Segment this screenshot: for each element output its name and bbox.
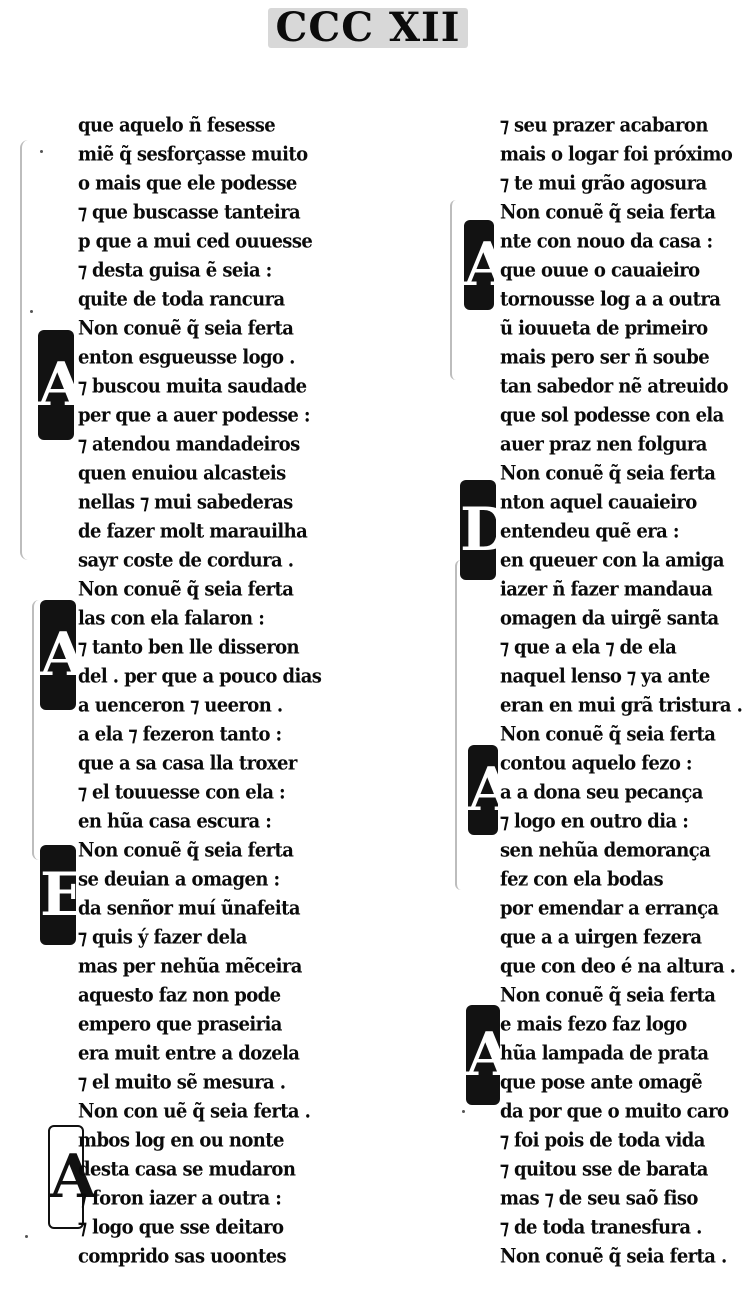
- text-line: aquesto faz non pode: [78, 984, 281, 1007]
- text-line: Non conuẽ q̃ seia ferta: [500, 462, 716, 485]
- text-line: tornousse log a a outra: [500, 288, 721, 311]
- text-line: ⁊ te mui grão agosura: [500, 172, 707, 195]
- margin-flourish: [455, 560, 467, 890]
- text-line: tan sabedor nẽ atreuido: [500, 375, 728, 398]
- text-line: quite de toda rancura: [78, 288, 285, 311]
- text-line: ⁊ atendou mandadeiros: [78, 433, 300, 456]
- decorated-initial: A: [464, 220, 494, 310]
- text-line: ⁊ buscou muita saudade: [78, 375, 307, 398]
- text-line: Non conuẽ q̃ seia ferta: [500, 201, 716, 224]
- text-line: ⁊ el touuesse con ela :: [78, 781, 286, 804]
- text-line: ⁊ que buscasse tanteira: [78, 201, 301, 224]
- text-line: Non conuẽ q̃ seia ferta .: [500, 1245, 727, 1268]
- text-line: mas ⁊ de seu saõ fiso: [500, 1187, 698, 1210]
- decorated-initial: D: [460, 480, 496, 580]
- ink-speck: [40, 150, 43, 153]
- text-line: da por que o muito caro: [500, 1100, 729, 1123]
- text-line: ⁊ que a ela ⁊ de ela: [500, 636, 677, 659]
- decorated-initial: A: [48, 1125, 84, 1229]
- text-line: Non conuẽ q̃ seia ferta: [500, 984, 716, 1007]
- folio-number: CCC XII: [268, 8, 468, 48]
- text-line: ⁊ tanto ben lle disseron: [78, 636, 299, 659]
- text-line: fez con ela bodas: [500, 868, 663, 891]
- text-line: mais pero ser ñ soube: [500, 346, 710, 369]
- text-line: ⁊ desta guisa ẽ seia :: [78, 259, 272, 282]
- text-line: que ouue o cauaieiro: [500, 259, 700, 282]
- text-line: mas per nehũa mẽceira: [78, 955, 302, 978]
- text-line: que con deo é na altura .: [500, 955, 736, 978]
- text-line: da senñor muí ũnafeita: [78, 897, 300, 920]
- text-line: por emendar a errança: [500, 897, 719, 920]
- text-line: iazer ñ fazer mandaua: [500, 578, 713, 601]
- text-line: era muit entre a dozela: [78, 1042, 300, 1065]
- text-line: e mais fezo faz logo: [500, 1013, 687, 1036]
- text-line: Non conuẽ q̃ seia ferta: [500, 723, 716, 746]
- text-line: mais o logar foi próximo: [500, 143, 733, 166]
- text-line: mbos log en ou nonte: [78, 1129, 284, 1152]
- text-line: que a a uirgen fezera: [500, 926, 702, 949]
- text-line: que a sa casa lla troxer: [78, 752, 297, 775]
- text-line: Non conuẽ q̃ seia ferta: [78, 578, 294, 601]
- text-line: del . per que a pouco dias: [78, 665, 322, 688]
- margin-flourish: [20, 140, 38, 560]
- margin-flourish: [450, 200, 462, 380]
- text-line: eran en mui grã tristura .: [500, 694, 743, 717]
- text-line: ⁊ logo en outro dia :: [500, 810, 689, 833]
- text-line: naquel lenso ⁊ ya ante: [500, 665, 710, 688]
- text-line: sen nehũa demorança: [500, 839, 711, 862]
- text-line: a a dona seu pecança: [500, 781, 703, 804]
- text-line: ⁊ quis ý fazer dela: [78, 926, 247, 949]
- text-line: contou aquelo fezo :: [500, 752, 692, 775]
- text-line: nellas ⁊ mui sabederas: [78, 491, 293, 514]
- decorated-initial: A: [40, 600, 76, 710]
- ink-speck: [462, 1110, 465, 1113]
- text-line: comprido sas uoontes: [78, 1245, 287, 1268]
- text-line: ũ iouueta de primeiro: [500, 317, 708, 340]
- text-line: ⁊ quitou sse de barata: [500, 1158, 708, 1181]
- text-line: ⁊ seu prazer acabaron: [500, 114, 708, 137]
- text-line: omagen da uirgẽ santa: [500, 607, 719, 630]
- text-line: quen enuiou alcasteis: [78, 462, 286, 485]
- text-line: ⁊ logo que sse deitaro: [78, 1216, 284, 1239]
- text-line: miẽ q̃ sesforçasse muito: [78, 143, 308, 166]
- decorated-initial: A: [38, 330, 74, 440]
- text-line: Non conuẽ q̃ seia ferta: [78, 317, 294, 340]
- text-line: de fazer molt marauilha: [78, 520, 308, 543]
- text-line: empero que praseiria: [78, 1013, 282, 1036]
- decorated-initial: A: [466, 1005, 500, 1105]
- text-line: en hũa casa escura :: [78, 810, 272, 833]
- text-line: a ela ⁊ fezeron tanto :: [78, 723, 282, 746]
- text-line: a uenceron ⁊ ueeron .: [78, 694, 283, 717]
- text-line: nton aquel cauaieiro: [500, 491, 697, 514]
- text-line: p que a mui ced ouuesse: [78, 230, 313, 253]
- text-line: las con ela falaron :: [78, 607, 265, 630]
- ink-speck: [30, 310, 33, 313]
- text-line: enton esgueusse logo .: [78, 346, 295, 369]
- text-line: nte con nouo da casa :: [500, 230, 713, 253]
- text-line: sayr coste de cordura .: [78, 549, 294, 572]
- text-line: que pose ante omagẽ: [500, 1071, 702, 1094]
- text-line: desta casa se mudaron: [78, 1158, 296, 1181]
- decorated-initial: A: [468, 745, 498, 835]
- text-line: auer praz nen folgura: [500, 433, 707, 456]
- text-line: hũa lampada de prata: [500, 1042, 709, 1065]
- text-line: per que a auer podesse :: [78, 404, 310, 427]
- ink-speck: [25, 1235, 28, 1238]
- text-line: que sol podesse con ela: [500, 404, 724, 427]
- text-line: entendeu quẽ era :: [500, 520, 679, 543]
- text-line: que aquelo ñ fesesse: [78, 114, 276, 137]
- text-line: ⁊ foi pois de toda vida: [500, 1129, 705, 1152]
- text-line: en queuer con la amiga: [500, 549, 724, 572]
- text-line: Non conuẽ q̃ seia ferta: [78, 839, 294, 862]
- text-line: se deuian a omagen :: [78, 868, 280, 891]
- text-line: ⁊ de toda tranesfura .: [500, 1216, 702, 1239]
- text-line: ⁊ el muito sẽ mesura .: [78, 1071, 286, 1094]
- text-line: o mais que ele podesse: [78, 172, 297, 195]
- text-line: Non con uẽ q̃ seia ferta .: [78, 1100, 311, 1123]
- decorated-initial: E: [40, 845, 76, 945]
- text-line: ⁊ foron iazer a outra :: [78, 1187, 282, 1210]
